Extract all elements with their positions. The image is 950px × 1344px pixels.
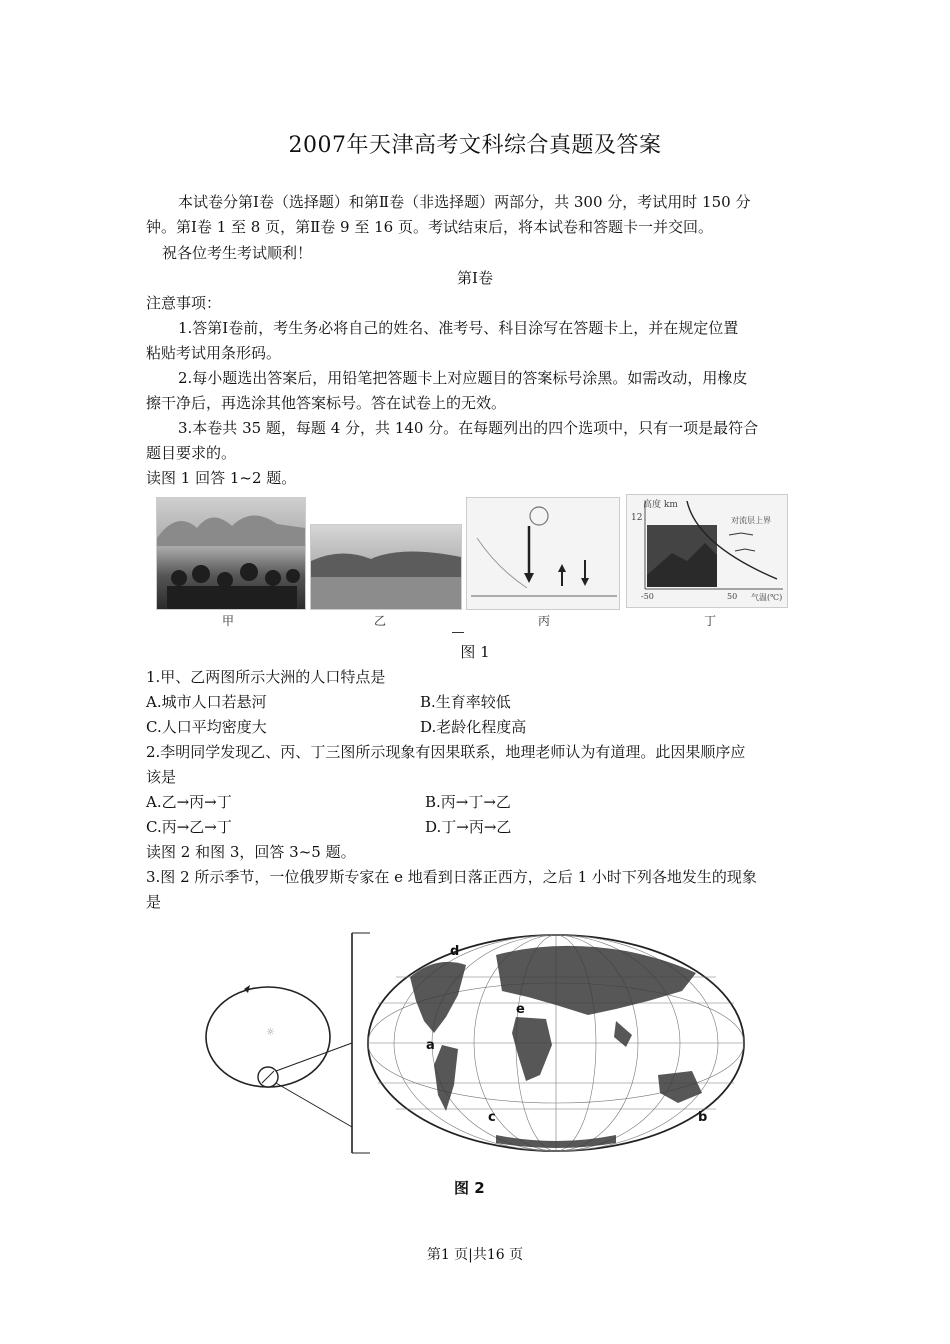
fig1-label-bing: 丙 (538, 614, 551, 628)
notice-item-2-cont: 擦干净后，再选涂其他答案标号。答在试卷上的无效。 (146, 394, 507, 412)
diagram-ding-troposphere (626, 494, 788, 608)
intro-line-2: 钟。第Ⅰ卷 1 至 8 页，第Ⅱ卷 9 至 16 页。考试结束后，将本试卷和答题卡一并交回。 (146, 218, 713, 236)
ding-x-left: -50 (641, 592, 654, 601)
fig1-label-yi: 乙 (374, 614, 387, 628)
q1-option-a: A.城市人口若悬河 (146, 693, 267, 711)
figure-1-caption: 图 1 (460, 643, 490, 661)
notice-item-2: 2.每小题选出答案后，用铅笔把答题卡上对应题目的答案标号涂黑。如需改动，用橡皮 (178, 369, 748, 387)
notice-item-3: 3.本卷共 35 题，每题 4 分，共 140 分。在每题列出的四个选项中，只有一项是最符合 (178, 419, 759, 437)
map-point-a: a (426, 1038, 435, 1053)
notice-item-3-cont: 题目要求的。 (146, 444, 237, 462)
q2-option-a: A.乙→丙→丁 (146, 793, 232, 811)
map-point-b: b (698, 1110, 708, 1125)
q2-option-c: C.丙→乙→丁 (146, 818, 232, 836)
figure-2-caption: 图 2 (454, 1179, 485, 1197)
page-title: 2007年天津高考文科综合真题及答案 (288, 133, 662, 158)
photo-jia-people (156, 497, 306, 610)
read-figure-1-instruction: 读图 1 回答 1~2 题。 (146, 469, 297, 487)
fig1-label-jia: 甲 (222, 614, 235, 628)
q1-option-b: B.生育率较低 (420, 693, 511, 711)
intro-line-1: 本试卷分第Ⅰ卷（选择题）和第Ⅱ卷（非选择题）两部分，共 300 分，考试用时 150 分 (178, 193, 751, 211)
diagram-bing-sunlight (466, 497, 620, 610)
intro-line-3: 祝各位考生考试顺利！ (162, 244, 313, 262)
ding-x-right: 50 (727, 592, 738, 601)
q2-option-b: B.丙→丁→乙 (425, 793, 511, 811)
read-figure-2-3-instruction: 读图 2 和图 3，回答 3~5 题。 (146, 843, 356, 861)
sun-symbol: ☼ (266, 1027, 275, 1038)
q3-stem: 3.图 2 所示季节，一位俄罗斯专家在 e 地看到日落正西方，之后 1 小时下列各地发生的现象 (146, 868, 757, 886)
page-footer: 第1 页|共16 页 (426, 1247, 524, 1263)
q2-stem-cont: 该是 (146, 768, 177, 786)
notice-item-1: 1.答第Ⅰ卷前，考生务必将自己的姓名、准考号、科目涂写在答题卡上，并在规定位置 (178, 319, 739, 337)
q2-stem: 2.李明同学发现乙、丙、丁三图所示现象有因果联系，地理老师认为有道理。此因果顺序应 (146, 743, 746, 761)
connector-bottom (276, 1083, 352, 1127)
map-point-d: d (450, 944, 460, 959)
connector-top (276, 1043, 352, 1071)
map-point-e: e (516, 1002, 525, 1017)
ding-xlabel: 气温(℃) (751, 593, 783, 602)
q3-stem-cont: 是 (146, 893, 162, 911)
ding-y12: 12 (631, 513, 643, 523)
fig1-divider (452, 632, 464, 633)
q2-option-d: D.丁→丙→乙 (425, 818, 512, 836)
figure-2-drawing (196, 925, 776, 1165)
section-title: 第Ⅰ卷 (457, 269, 493, 287)
q1-option-c: C.人口平均密度大 (146, 718, 267, 736)
map-point-c: c (488, 1110, 496, 1125)
fig1-label-ding: 丁 (704, 614, 717, 628)
q1-option-d: D.老龄化程度高 (420, 718, 527, 736)
notice-item-1-cont: 粘贴考试用条形码。 (146, 344, 282, 362)
ding-ylabel: 高度 km (643, 500, 678, 510)
notice-heading: 注意事项： (146, 294, 222, 312)
q1-stem: 1.甲、乙两图所示大洲的人口特点是 (146, 668, 386, 686)
ding-tropo-label: 对流层上界 (731, 516, 771, 525)
photo-yi-landscape (310, 524, 462, 610)
